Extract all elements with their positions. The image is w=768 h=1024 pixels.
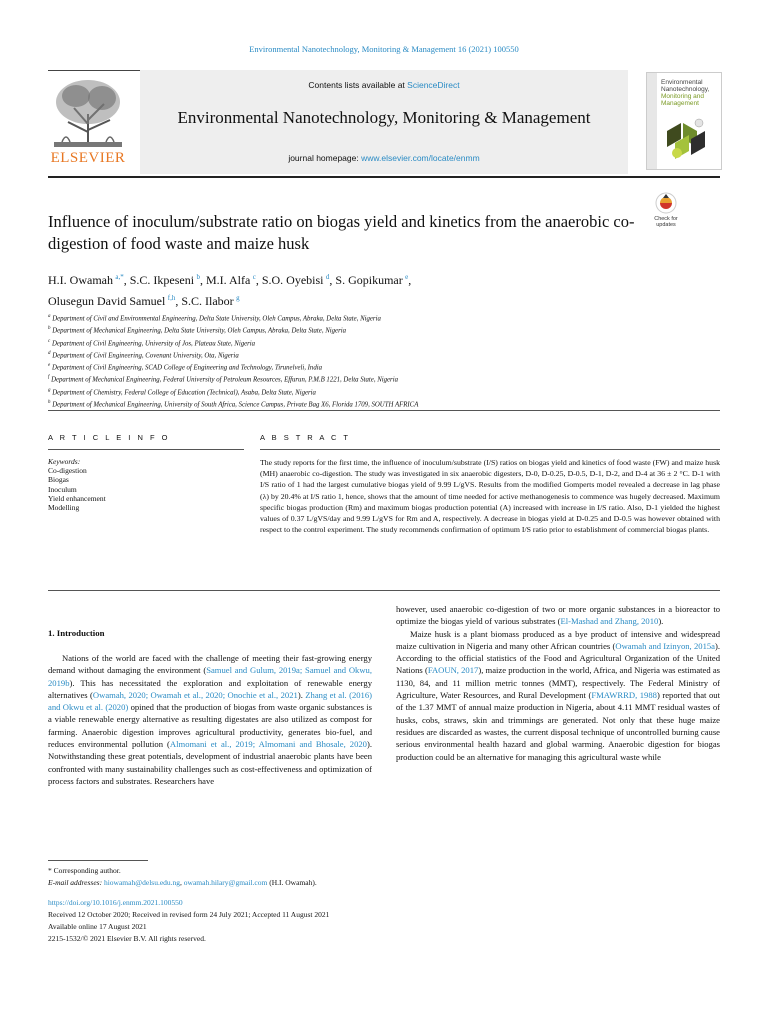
header-bottom-rule [48, 176, 720, 178]
paragraph-text: ). This has necessitated the exploration and exploitation of renewable energy alternatives ( [48, 677, 372, 700]
affiliation [48, 398, 720, 410]
keyword: Biogas [48, 475, 69, 485]
affiliation [48, 337, 720, 349]
author-name: M.I. Alfa [206, 273, 251, 287]
author-name: Olusegun David Samuel [48, 294, 166, 308]
author-name: S.C. Ikpeseni [129, 273, 195, 287]
paragraph-text: ) reported that out of the 1.37 MMT of annual maize production in Nigeria, about 4.11 MMT residual wastes of husks, cobs, straws, skin and trimmings are generated. Not only that these huge maize residues are discarded as wastes, the current disposal technique of uncontrolled burning cause serious environmental health hazard and global warming. Anaerobic digestion for biogas production could be an alternative for managing this agricultural waste while [396, 690, 720, 762]
journal-title: Environmental Nanotechnology, Monitoring & Management [177, 108, 591, 127]
homepage-prefix: journal homepage: [288, 153, 362, 163]
paragraph-text: ). [658, 616, 664, 627]
cover-title [661, 79, 719, 107]
paragraph-text: ). Notwithstanding these great potentials, development of industrial anaerobic plants have been confronted with many sustainability challenges such as cost-effectiveness and optimization of process factors and substrates. Researchers have [48, 739, 372, 786]
email-line [48, 878, 720, 889]
affil-text: Department of Mechanical Engineering, Federal University of Petroleum Resources, Effurun, P.M.B 1221, Delta State, Nigeria [51, 376, 398, 384]
body-column-right [396, 603, 720, 763]
author-list: H.I. Owamah $^{a,*}$, S.C. Ikpeseni $^b$, M.I. Alfa $^c$, S.O. Oyebisi $^d$, S. Gopikumar $^e$, Olusegun David Samuel $^{f,h}$, S.C. Ilabor $^g$ [48, 273, 412, 308]
author-affil-ref[interactable]: g [236, 294, 240, 302]
citation-link[interactable]: Owamah, 2020; Owamah et al., 2020; Onochie et al., 2021 [92, 689, 298, 700]
citation-link[interactable]: Almomani et al., 2019; Almomani and Bhosale, 2020 [169, 739, 367, 750]
paragraph-text: ). [297, 689, 306, 700]
publisher-name: ELSEVIER [50, 150, 126, 166]
paragraph-text: Nations of the world are faced with the challenge of meeting their fast-growing energy demand without damaging the environment ( [48, 653, 372, 676]
check-line: updates [656, 222, 676, 228]
check-line: Check for [654, 216, 678, 222]
email-separator: , [180, 878, 184, 887]
author-affil-ref[interactable]: a,* [115, 273, 124, 281]
keyword: Inoculum [48, 484, 77, 494]
affil-text: Department of Mechanical Engineering, Delta State University, Oleh Campus, Abraka, Delta State, Nigeria [52, 327, 346, 335]
keywords-label: Keywords: [48, 457, 81, 466]
cover-line: Environmental [661, 79, 703, 86]
citation-link[interactable]: Samuel and Gulum, 2019a; Samuel and Okwu, 2019b [48, 665, 372, 688]
affiliation [48, 312, 720, 324]
keyword: Co-digestion [48, 466, 87, 476]
paragraph-text: Maize husk is a plant biomass produced as a bye product of intensive and widespread maize cultivation in Nigeria and many other African countries ( [396, 628, 720, 651]
check-updates-text [648, 216, 684, 228]
affil-letter: g [48, 387, 51, 393]
abstract-heading: A B S T R A C T [260, 433, 351, 442]
email-link[interactable]: owamah.hilary@gmail.com [183, 878, 268, 887]
cover-line: Nanotechnology, [661, 86, 710, 93]
paragraph [396, 603, 720, 628]
citation-link[interactable]: Owamah and Izinyon, 2015a [615, 640, 715, 651]
citation-link[interactable]: El-Mashad and Zhang, 2010 [560, 616, 659, 627]
divider [260, 449, 720, 450]
check-for-updates-button[interactable] [648, 192, 684, 232]
paragraph-text: opined that the production of biogas from waste organic substances is a viable renewable energy alternative as resulting digestates are also utilized as compost for farming. Anaerobic digestion improves agricultural productivity, generates bio-fuel, and reduces environmental pollution ( [48, 702, 372, 750]
affil-letter: a [48, 314, 51, 319]
available-date: Available online 17 August 2021 [48, 922, 147, 931]
divider [48, 410, 720, 411]
author-affil-ref[interactable]: d [325, 273, 330, 281]
affiliation [48, 361, 720, 373]
author-affil-ref[interactable]: e [405, 273, 409, 281]
copyright: 2215-1532/© 2021 Elsevier B.V. All rights reserved. [48, 934, 206, 943]
affil-text: Department of Civil Engineering, Covenant University, Ota, Nigeria [52, 352, 239, 360]
paragraph [48, 652, 372, 787]
divider [48, 590, 720, 591]
section-heading: 1. Introduction [48, 628, 105, 638]
affil-letter: d [48, 350, 51, 356]
affil-letter: f [48, 375, 50, 381]
affil-letter: e [48, 363, 51, 369]
keyword: Yield enhancement [48, 493, 106, 503]
article-info-heading: A R T I C L E I N F O [48, 433, 170, 442]
homepage-link[interactable]: www.elsevier.com/locate/enmm [361, 153, 480, 163]
affil-text: Department of Chemistry, Federal College of Education (Technical), Asaba, Delta State, Nigeria [52, 388, 316, 396]
affiliation [48, 349, 720, 361]
citation-link[interactable]: FMAWRRD, 1988 [591, 690, 657, 701]
doi-link[interactable]: https://doi.org/10.1016/j.enmm.2021.100550 [48, 898, 183, 907]
contents-line [140, 80, 628, 90]
journal-cover[interactable] [646, 72, 722, 170]
citation-link[interactable]: FAOUN, 2017 [427, 665, 479, 676]
author-name: H.I. Owamah [48, 273, 113, 287]
affiliation [48, 324, 720, 336]
paragraph-text: however, used anaerobic co-digestion of two or more organic substances in a bioreactor to optimize the biogas yield of various substrates ( [396, 604, 720, 627]
author-name: S.C. Ilabor [181, 294, 234, 308]
affiliation [48, 386, 720, 398]
journal-citation[interactable]: Environmental Nanotechnology, Monitoring & Management 16 (2021) 100550 [249, 44, 519, 54]
affiliation-list [48, 312, 720, 410]
citation-link[interactable]: Zhang et al. (2016) and Okwu et al. (2020) [48, 689, 372, 713]
paragraph-text: ). According to the official statistics of the Food and Agricultural Organization of the United Nations ( [396, 640, 720, 676]
received-dates: Received 12 October 2020; Received in revised form 24 July 2021; Accepted 11 August 2021 [48, 910, 330, 919]
affil-text: Department of Civil Engineering, SCAD College of Engineering and Technology, Tirunelveli, India [51, 364, 323, 372]
article-title: Influence of inoculum/substrate ratio on biogas yield and kinetics from the anaerobic co-digestion of food waste and maize husk [48, 212, 635, 253]
email-label: E-mail addresses: [48, 878, 104, 887]
affil-text: Department of Civil Engineering, University of Jos, Plateau State, Nigeria [51, 339, 256, 347]
author-name: S.O. Oyebisi [261, 273, 324, 287]
author-affil-ref[interactable]: b [196, 273, 200, 281]
affil-text: Department of Mechanical Engineering, University of South Africa, Science Campus, Private Bag X6, Florida 1709, SOUTH AFRICA [52, 401, 419, 409]
check-updates-icon [655, 192, 677, 216]
affil-letter: c [48, 338, 51, 344]
affiliation [48, 373, 720, 385]
footnote-rule [48, 860, 148, 861]
affil-letter: b [48, 326, 51, 332]
abstract-text: The study reports for the first time, the influence of inoculum/substrate (I/S) ratios on biogas yield and kinetics of food waste (FW) and maize husk (MH) anaerobic co-digestion. The study was investigated in six anaerobic digesters, D-0, D-0.25, D-0.5, D-1, D-2, and D-4 at 36 ± 2 °C. D-1 with I/S ratio of 1 had the largest cumulative biogas yield of 9.99 L/gVS. Results from the modified Gomperts model revealed a decrease in lag phase (λ) by 20.4% at I/S ratio 1, hence, shows that the amount of time needed for active methanogenesis to commence was hugely decreased. Maximum specific biogas production (Rm) and maximum biogas production potential (A) increased with increase in I/S ratio. Also, D-1 yielded the highest values of 0.37 L/gVS/day and 9.99 L/gVS for Rm and A, respectively. A decrease in biogas yield at D-0.25 and D-0.5 was however obtained with respect to the control experiment. The study recommends confirmation of optimum I/S ratio prior to establishment of commercial biogas plants. [260, 458, 720, 535]
corresponding-author-note: * Corresponding author. [48, 866, 121, 875]
affil-text: Department of Civil and Environmental Engineering, Delta State University, Oleh Campus, Abraka, Delta State, Nigeria [52, 315, 381, 323]
body-column-left [48, 652, 372, 787]
divider [48, 449, 244, 450]
keywords-list [48, 457, 248, 512]
homepage-line [140, 153, 628, 163]
paragraph-text: ), maize production in the world, Africa, and Nigeria was estimated as 1130, 84, and 11 million metric tonnes (MMT), respectively. The Federal Ministry of Agriculture, Water Resources, and Rural Development ( [396, 665, 720, 701]
author-affil-ref[interactable]: f,h [167, 294, 176, 302]
cover-line: Monitoring and [661, 93, 704, 100]
author-name: S. Gopikumar [335, 273, 403, 287]
keyword: Modelling [48, 503, 80, 513]
paragraph [396, 628, 720, 763]
email-suffix: (H.I. Owamah). [267, 878, 317, 887]
sciencedirect-link[interactable]: ScienceDirect [407, 80, 460, 90]
email-link[interactable]: hiowamah@delsu.edu.ng [103, 878, 181, 887]
affil-letter: h [48, 399, 51, 405]
author-affil-ref[interactable]: c [252, 273, 256, 281]
contents-prefix: Contents lists available at [308, 80, 408, 90]
cover-line: Management [661, 100, 699, 107]
